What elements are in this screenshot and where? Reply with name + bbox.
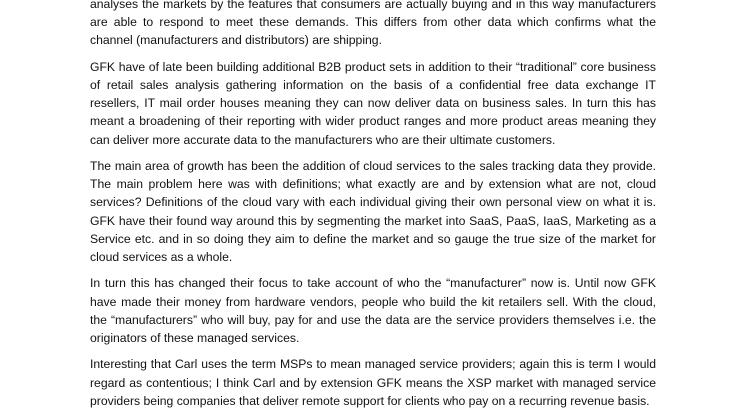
paragraph-b2b-products: GFK have of late been building additional B2B product sets in addition to their “traditional” core business of retail sales analysis gathering information on the basis of a confidential free data exchange IT resellers, IT mail order houses meaning they can now deliver data on business sales. In turn this has meant a broadening of their reporting with wider product ranges and more product areas meaning they can deliver more accurate data to the manufacturers who are their ultimate customers. <box>90 59 656 147</box>
paragraph-manufacturer-focus: In turn this has changed their focus to take account of who the “manufacturer” now is. Until now GFK have made their money from hardware vendors, people who build the kit retailers sell. With the cloud, the “manufacturers” who will buy, pay for and use the data are the service providers themselves i.e. the originators of these managed services. <box>90 276 656 346</box>
paragraph-cloud-growth: The main area of growth has been the addition of cloud services to the sales tracking data they provide. The main problem here was with definitions; what exactly are and by extension what are not, cloud services? Definitions of the cloud vary with each individual giving their own personal view on what it is. GFK have their found way around this by segmenting the market into SaaS, PaaS, IaaS, Marketing as a Service etc. and in so doing they aim to define the market and so gauge the true size of the market for cloud services as a whole. <box>90 159 656 265</box>
paragraph-features: analyses the markets by the features that consumers are actually buying and in this way manufacturers are able to respond to meet these demands. This differs from other data which confirms what the channel (manufacturers and distributors) are shipping. <box>90 0 656 48</box>
paragraph-msp-term: Interesting that Carl uses the term MSPs to mean managed service providers; again this is term I would regard as contentious; I think Carl and by extension GFK means the XSP market with managed service providers being companies that deliver remote support for clients who pay on a recurring revenue basis. <box>90 357 656 408</box>
document-page <box>90 0 656 418</box>
